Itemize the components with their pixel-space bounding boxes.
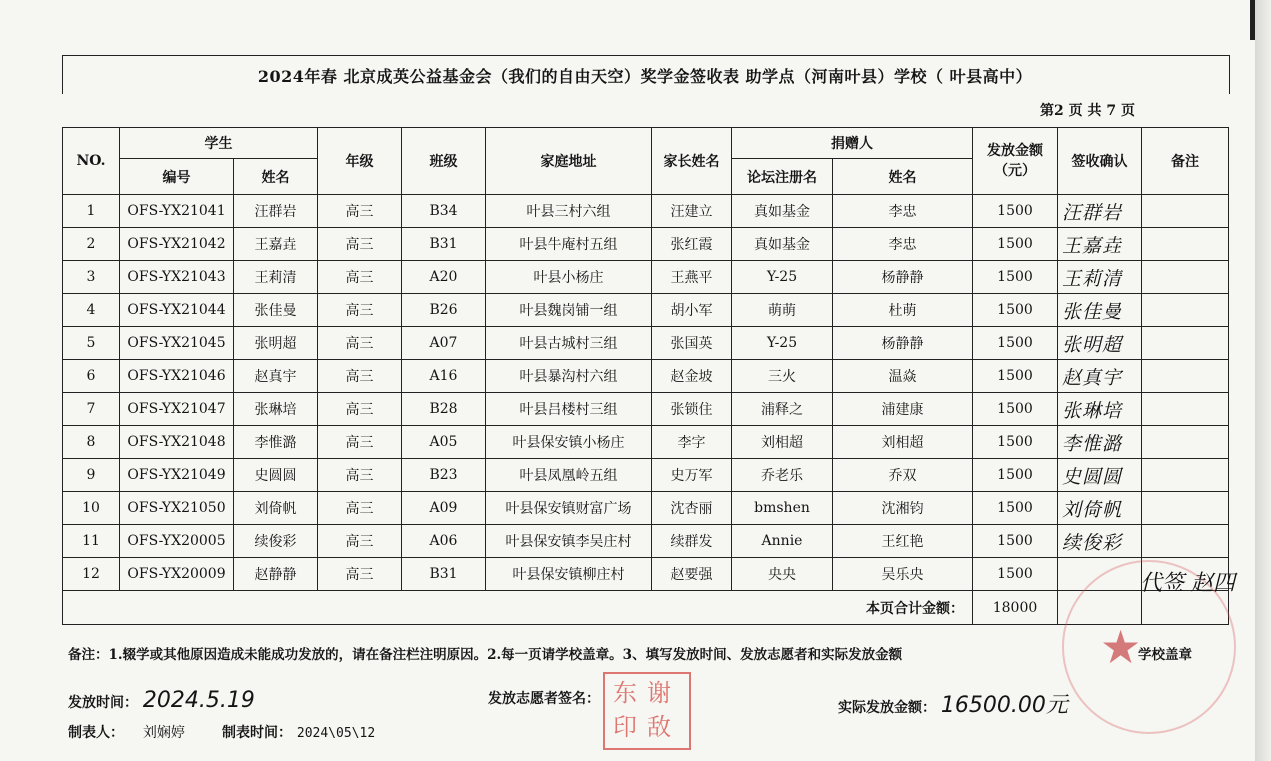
actual-amount-value: 16500.00元 <box>940 693 1068 718</box>
col-student: 学生 <box>120 128 318 159</box>
cell-address: 叶县暴沟村六组 <box>486 360 652 393</box>
cell-address: 叶县三村六组 <box>486 195 652 228</box>
cell-amount: 1500 <box>973 426 1058 459</box>
cell-address: 叶县保安镇柳庄村 <box>486 558 652 591</box>
cell-id: OFS-YX21045 <box>120 327 234 360</box>
cell-donor: 李忠 <box>833 195 973 228</box>
table-row <box>63 360 1229 393</box>
col-grade: 年级 <box>318 128 402 195</box>
table-row <box>63 459 1229 492</box>
cell-no: 1 <box>63 195 120 228</box>
cell-class: B23 <box>402 459 486 492</box>
cell-forum: Y-25 <box>732 261 833 294</box>
cell-id: OFS-YX21046 <box>120 360 234 393</box>
table-maker <box>68 722 185 742</box>
col-amount: 发放金额（元） <box>973 128 1058 195</box>
cell-signature: 张佳曼 <box>1058 294 1142 327</box>
cell-forum: bmshen <box>732 492 833 525</box>
cell-amount: 1500 <box>973 492 1058 525</box>
issue-time-label: 发放时间： <box>68 695 138 711</box>
cell-remark <box>1142 228 1229 261</box>
cell-parent: 赵金坡 <box>652 360 732 393</box>
table-row <box>63 393 1229 426</box>
cell-remark <box>1142 426 1229 459</box>
cell-forum: 萌萌 <box>732 294 833 327</box>
cell-donor: 温焱 <box>833 360 973 393</box>
cell-no: 7 <box>63 393 120 426</box>
cell-amount: 1500 <box>973 525 1058 558</box>
cell-name: 王莉清 <box>234 261 318 294</box>
table-row <box>63 525 1229 558</box>
cell-remark <box>1142 393 1229 426</box>
volunteer-signature <box>488 688 600 708</box>
volunteer-label: 发放志愿者签名： <box>488 691 600 707</box>
cell-grade: 高三 <box>318 327 402 360</box>
cell-forum: 真如基金 <box>732 228 833 261</box>
cell-no: 8 <box>63 426 120 459</box>
table-row <box>63 294 1229 327</box>
cell-id: OFS-YX21049 <box>120 459 234 492</box>
col-no: NO. <box>63 128 120 195</box>
total-label: 本页合计金额： <box>63 591 973 625</box>
cell-address: 叶县魏岗铺一组 <box>486 294 652 327</box>
cell-no: 11 <box>63 525 120 558</box>
cell-parent: 沈杏丽 <box>652 492 732 525</box>
cell-forum: 浦释之 <box>732 393 833 426</box>
cell-remark <box>1142 492 1229 525</box>
cell-parent: 汪建立 <box>652 195 732 228</box>
cell-signature: 王嘉垚 <box>1058 228 1142 261</box>
table-row <box>63 327 1229 360</box>
cell-amount: 1500 <box>973 195 1058 228</box>
table-row <box>63 261 1229 294</box>
cell-amount: 1500 <box>973 261 1058 294</box>
cell-remark <box>1142 360 1229 393</box>
cell-name: 张琳培 <box>234 393 318 426</box>
cell-amount: 1500 <box>973 228 1058 261</box>
made-time <box>222 722 375 742</box>
made-time-value: 2024\05\12 <box>296 726 376 741</box>
cell-signature: 续俊彩 <box>1058 525 1142 558</box>
cell-name: 续俊彩 <box>234 525 318 558</box>
issue-time-value: 2024.5.19 <box>142 688 255 713</box>
actual-amount-label: 实际发放金额： <box>838 700 936 716</box>
notes: 备注：1.辍学或其他原因造成未能成功发放的，请在备注栏注明原因。2.每一页请学校盖章。3、填写发放时间、发放志愿者和实际发放金额 <box>68 647 903 663</box>
maker-label: 制表人： <box>68 725 124 741</box>
cell-remark <box>1142 459 1229 492</box>
cell-forum: 央央 <box>732 558 833 591</box>
cell-name: 史圆圆 <box>234 459 318 492</box>
cell-signature: 汪群岩 <box>1058 195 1142 228</box>
cell-class: B26 <box>402 294 486 327</box>
total-row <box>63 591 1229 625</box>
cell-parent: 张红霞 <box>652 228 732 261</box>
cell-remark <box>1142 294 1229 327</box>
cell-grade: 高三 <box>318 261 402 294</box>
col-id: 编号 <box>120 159 234 195</box>
cell-parent: 胡小军 <box>652 294 732 327</box>
cell-signature: 张明超 <box>1058 327 1142 360</box>
cell-donor: 乔双 <box>833 459 973 492</box>
cell-grade: 高三 <box>318 426 402 459</box>
cell-remark <box>1142 261 1229 294</box>
cell-donor: 杨静静 <box>833 327 973 360</box>
school-stamp-label: 学校盖章 <box>1138 647 1192 663</box>
cell-id: OFS-YX21050 <box>120 492 234 525</box>
cell-forum: 三火 <box>732 360 833 393</box>
cell-signature: 张琳培 <box>1058 393 1142 426</box>
cell-grade: 高三 <box>318 525 402 558</box>
cell-name: 张佳曼 <box>234 294 318 327</box>
col-forum: 论坛注册名 <box>732 159 833 195</box>
col-remark: 备注 <box>1142 128 1229 195</box>
table-row <box>63 195 1229 228</box>
actual-amount <box>838 688 1068 719</box>
cell-signature: 史圆圆 <box>1058 459 1142 492</box>
cell-no: 3 <box>63 261 120 294</box>
cell-class: B31 <box>402 558 486 591</box>
cell-donor: 吴乐央 <box>833 558 973 591</box>
cell-no: 4 <box>63 294 120 327</box>
page-indicator: 第2 页 共 7 页 <box>1040 103 1135 119</box>
cell-address: 叶县保安镇小杨庄 <box>486 426 652 459</box>
cell-address: 叶县牛庵村五组 <box>486 228 652 261</box>
volunteer-seal: 东谢印敌 <box>603 672 691 750</box>
cell-name: 李惟潞 <box>234 426 318 459</box>
table-row <box>63 558 1229 591</box>
cell-amount: 1500 <box>973 360 1058 393</box>
cell-parent: 续群发 <box>652 525 732 558</box>
cell-donor: 刘相超 <box>833 426 973 459</box>
cell-class: A07 <box>402 327 486 360</box>
cell-id: OFS-YX21047 <box>120 393 234 426</box>
cell-remark <box>1142 195 1229 228</box>
cell-id: OFS-YX21044 <box>120 294 234 327</box>
cell-class: B31 <box>402 228 486 261</box>
cell-signature: 王莉清 <box>1058 261 1142 294</box>
issue-time <box>68 688 255 713</box>
cell-no: 2 <box>63 228 120 261</box>
cell-forum: Y-25 <box>732 327 833 360</box>
cell-class: B34 <box>402 195 486 228</box>
col-class: 班级 <box>402 128 486 195</box>
cell-id: OFS-YX21048 <box>120 426 234 459</box>
cell-amount: 1500 <box>973 294 1058 327</box>
cell-grade: 高三 <box>318 294 402 327</box>
cell-grade: 高三 <box>318 459 402 492</box>
cell-class: B28 <box>402 393 486 426</box>
table-row <box>63 228 1229 261</box>
cell-remark <box>1142 327 1229 360</box>
cell-donor: 王红艳 <box>833 525 973 558</box>
cell-parent: 张锁住 <box>652 393 732 426</box>
cell-class: A06 <box>402 525 486 558</box>
cell-id: OFS-YX21042 <box>120 228 234 261</box>
table-row <box>63 492 1229 525</box>
cell-address: 叶县保安镇财富广场 <box>486 492 652 525</box>
cell-name: 赵真宇 <box>234 360 318 393</box>
col-donor-name: 姓名 <box>833 159 973 195</box>
cell-forum: 真如基金 <box>732 195 833 228</box>
cell-address: 叶县保安镇李吴庄村 <box>486 525 652 558</box>
col-parent: 家长姓名 <box>652 128 732 195</box>
cell-amount: 1500 <box>973 459 1058 492</box>
cell-amount: 1500 <box>973 558 1058 591</box>
made-time-label: 制表时间： <box>222 725 292 741</box>
cell-grade: 高三 <box>318 360 402 393</box>
seal-star-icon: ★ <box>1100 620 1142 674</box>
cell-name: 赵静静 <box>234 558 318 591</box>
cell-name: 王嘉垚 <box>234 228 318 261</box>
cell-signature: 李惟潞 <box>1058 426 1142 459</box>
cell-signature: 赵真宇 <box>1058 360 1142 393</box>
cell-name: 汪群岩 <box>234 195 318 228</box>
cell-no: 9 <box>63 459 120 492</box>
cell-parent: 王燕平 <box>652 261 732 294</box>
page-edge <box>1255 0 1271 761</box>
cell-no: 12 <box>63 558 120 591</box>
cell-class: A05 <box>402 426 486 459</box>
col-name: 姓名 <box>234 159 318 195</box>
form-title: 2024年春 北京成英公益基金会（我们的自由天空）奖学金签收表 助学点（河南叶县）学校（ 叶县高中） <box>257 67 1033 86</box>
col-address: 家庭地址 <box>486 128 652 195</box>
cell-no: 10 <box>63 492 120 525</box>
cell-no: 6 <box>63 360 120 393</box>
cell-grade: 高三 <box>318 195 402 228</box>
cell-address: 叶县古城村三组 <box>486 327 652 360</box>
cell-class: A09 <box>402 492 486 525</box>
cell-amount: 1500 <box>973 327 1058 360</box>
cell-no: 5 <box>63 327 120 360</box>
cell-grade: 高三 <box>318 393 402 426</box>
col-donor: 捐赠人 <box>732 128 973 159</box>
cell-remark <box>1142 525 1229 558</box>
cell-id: OFS-YX21041 <box>120 195 234 228</box>
cell-id: OFS-YX20005 <box>120 525 234 558</box>
cell-parent: 史万军 <box>652 459 732 492</box>
cell-amount: 1500 <box>973 393 1058 426</box>
cell-forum: 刘相超 <box>732 426 833 459</box>
table-row <box>63 426 1229 459</box>
cell-donor: 杜萌 <box>833 294 973 327</box>
cell-address: 叶县小杨庄 <box>486 261 652 294</box>
cell-parent: 张国英 <box>652 327 732 360</box>
cell-forum: Annie <box>732 525 833 558</box>
cell-forum: 乔老乐 <box>732 459 833 492</box>
cell-grade: 高三 <box>318 558 402 591</box>
cell-class: A16 <box>402 360 486 393</box>
cell-name: 张明超 <box>234 327 318 360</box>
cell-name: 刘倚帆 <box>234 492 318 525</box>
cell-parent: 李字 <box>652 426 732 459</box>
cell-address: 叶县凤凰岭五组 <box>486 459 652 492</box>
col-sign: 签收确认 <box>1058 128 1142 195</box>
cell-id: OFS-YX21043 <box>120 261 234 294</box>
total-amount: 18000 <box>973 591 1058 625</box>
cell-signature: 刘倚帆 <box>1058 492 1142 525</box>
cell-address: 叶县吕楼村三组 <box>486 393 652 426</box>
cell-grade: 高三 <box>318 492 402 525</box>
signoff-table <box>62 127 1229 625</box>
cell-parent: 赵要强 <box>652 558 732 591</box>
cell-donor: 沈湘钧 <box>833 492 973 525</box>
maker-value: 刘娴婷 <box>142 725 185 741</box>
cell-grade: 高三 <box>318 228 402 261</box>
proxy-signature: 代签 赵四 <box>1140 571 1235 596</box>
cell-donor: 李忠 <box>833 228 973 261</box>
cell-id: OFS-YX20009 <box>120 558 234 591</box>
cell-class: A20 <box>402 261 486 294</box>
cell-donor: 浦建康 <box>833 393 973 426</box>
cell-donor: 杨静静 <box>833 261 973 294</box>
